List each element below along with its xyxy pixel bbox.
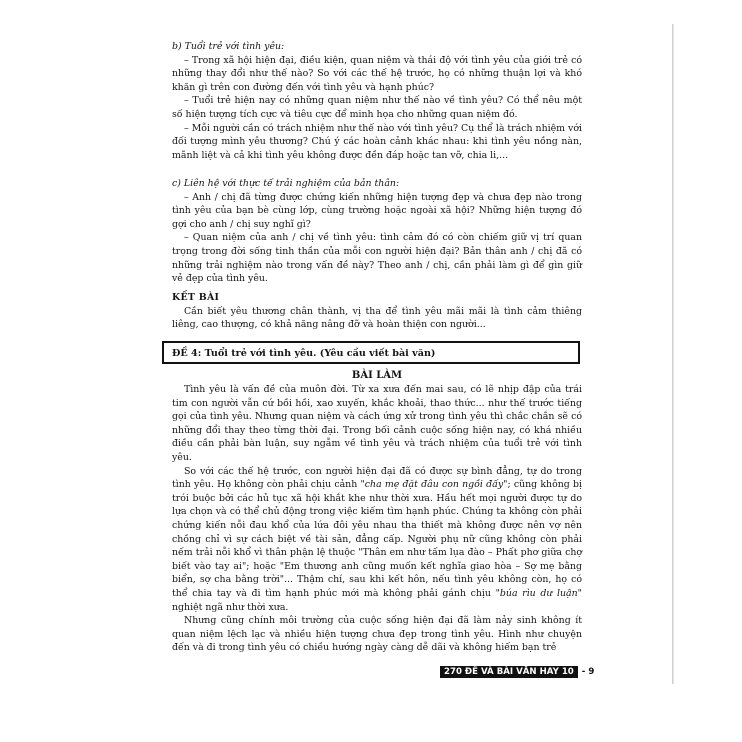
conclusion-heading: KẾT BÀI — [172, 292, 220, 303]
paragraph: Tình yêu là vấn đề của muôn đời. Từ xa xưa đến mai sau, có lẽ nhịp đập của trái tim con người vẫn cứ bồi hồi, xao xuyến, khắc khoải, thao thức... như thế trước tiếng gọi của tình yêu. Nhưng quan niệm và cách ứng xử trong tình yêu thì chắc chắn sẽ có những đổi thay theo từng thời đại. Trong bối cảnh cuộc sống hiện nay, có khá nhiều điều cần phải bàn luận, suy ngẫm về tình yêu và trách nhiệm của tuổi trẻ với tình yêu. — [172, 384, 582, 463]
paragraph: – Tuổi trẻ hiện nay có những quan niệm như thế nào về tình yêu? Có thể nêu một số hiện tượng tích cực và tiêu cực để minh họa cho những quan niệm đó. — [172, 95, 582, 120]
text-run: ; cũng không bị trói buộc bởi các hủ tục xã hội khắt khe như thời xưa. Hầu hết mọi người được tự do lựa chọn và có thể chủ động trong việc kiếm tìm hạnh phúc. Chúng ta không còn phải chứng kiến nỗi đau khổ của lứa đôi yêu nhau tha thiết mà không được nên vợ nên chồng chỉ vì sự cách biệt về tài sản, đẳng cấp. Người phụ nữ cũng không còn phải nếm trải nỗi khổ vì thân phận lệ thuộc "Thân em như tấm lụa đào – Phất phơ giữa chợ biết vào tay ai"; hoặc "Em thương anh cũng muốn kết nghĩa giao hòa – Sợ mẹ bằng biển, sợ cha bằng trời"... Thậm chí, sau khi kết hôn, nếu tình yêu không còn, họ có thể chia tay và đi tìm hạnh phúc mới mà không phải gánh chịu — [172, 479, 582, 599]
text-run: nghiệt ngã như thời xưa. — [172, 601, 289, 613]
exam-text: : Tuổi trẻ với tình yêu. (Yêu cầu viết bài văn) — [197, 348, 436, 359]
section-b-heading: b) Tuổi trẻ với tình yêu: — [172, 41, 285, 52]
paragraph: – Mỗi người cần có trách nhiệm như thế nào với tình yêu? Cụ thể là trách nhiệm với đối tượng mình yêu thương? Chú ý các hoàn cảnh khác nhau: khi tình yêu nồng nàn, mãnh liệt và cả khi tình yêu không được đền đáp hoặc tan vỡ, chia li,... — [172, 122, 582, 161]
essay-title: BÀI LÀM — [351, 370, 403, 381]
page-number: - 9 — [581, 666, 595, 677]
paragraph — [172, 465, 582, 615]
conclusion-section — [172, 291, 582, 332]
essay-body — [172, 383, 582, 655]
section-c — [172, 177, 582, 286]
exam-prompt-box — [162, 341, 580, 364]
quote: "cha mẹ đặt đâu con ngồi đấy" — [360, 479, 508, 491]
section-c-heading: c) Liên hệ với thực tế trải nghiệm của bản thân: — [172, 178, 400, 189]
paragraph: Cần biết yêu thương chân thành, vị tha để tình yêu mãi mãi là tình cảm thiêng liêng, cao thượng, có khả năng nâng đỡ và hoàn thiện con người... — [172, 305, 582, 331]
book-title-banner: 270 ĐỀ VÀ BÀI VĂN HAY 10 — [440, 666, 578, 678]
paragraph: – Anh / chị đã từng được chứng kiến những hiện tượng đẹp và chưa đẹp nào trong tình yêu của bạn bè cùng lớp, cùng trường hoặc ngoài xã hội? Những hiện tượng đó gợi cho anh / chị suy nghĩ gì? — [172, 191, 582, 230]
quote: "búa rìu dư luận" — [495, 587, 582, 599]
paragraph: Nhưng cũng chính môi trường của cuộc sống hiện đại đã làm nảy sinh không ít quan niệm lệch lạc và nhiều hiện tượng chưa đẹp trong tình yêu. Hình như chuyện đến và đi trong tình yêu có chiều hướng ngày càng dễ dãi và không hiếm bạn trẻ — [172, 615, 582, 654]
paragraph: – Quan niệm của anh / chị về tình yêu: tình cảm đó có còn chiếm giữ vị trí quan trọng trong đời sống tinh thần của mỗi con người hiện đại? Bản thân anh / chị đã có những trải nghiệm nào trong vấn đề này? Theo anh / chị, cần phải làm gì để gìn giữ vẻ đẹp của tình yêu. — [172, 232, 582, 285]
section-b — [172, 40, 582, 162]
text-run: So với các thế hệ trước, con người hiện đại đã có được sự bình đẳng, tự do trong tình yêu. Họ không còn phải chịu cảnh — [172, 465, 582, 491]
paragraph: – Trong xã hội hiện đại, điều kiện, quan niệm và thái độ với tình yêu của giới trẻ có những thay đổi như thế nào? So với các thế hệ trước, họ có những thuận lợi và khó khăn gì trên con đường đến với tình yêu và hạnh phúc? — [172, 54, 582, 93]
page-footer — [440, 665, 594, 678]
exam-label: ĐỀ 4 — [172, 348, 198, 359]
